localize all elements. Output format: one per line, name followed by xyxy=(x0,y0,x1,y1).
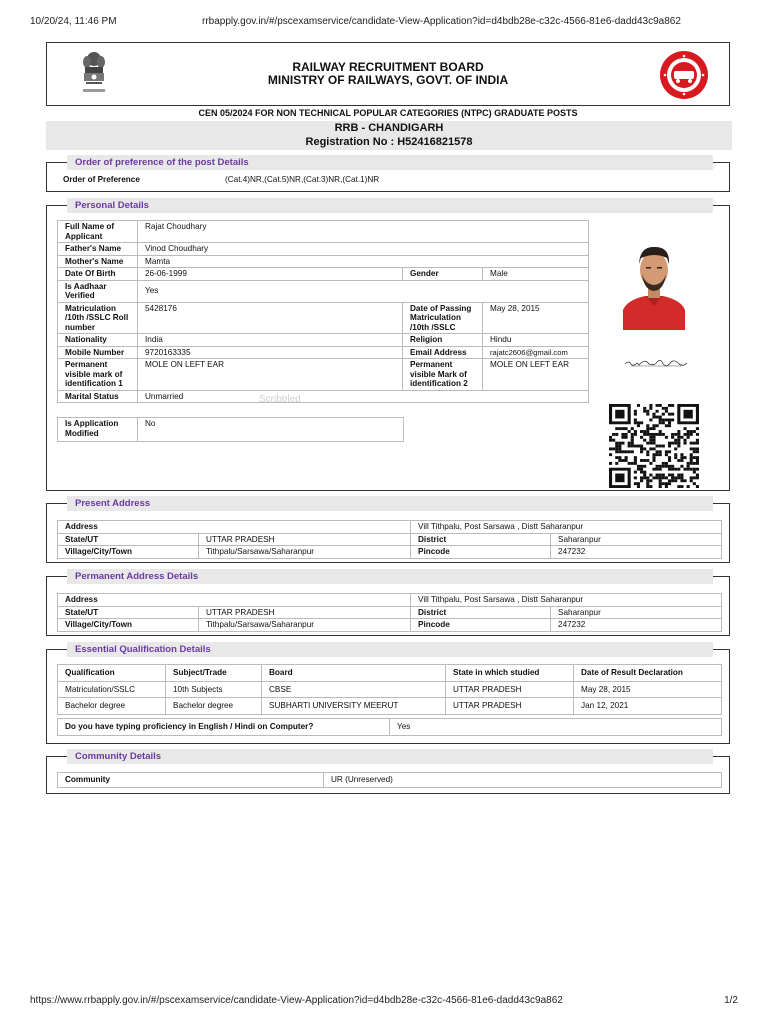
present-address-section xyxy=(46,498,730,563)
permanent-pincode: 247232 xyxy=(551,619,722,632)
table-row: Community UR (Unreserved) xyxy=(58,773,722,788)
permanent-village: Tithpalu/Sarsawa/Saharanpur xyxy=(199,619,411,632)
table-row: Matriculation /10th /SSLC Roll number 5428176 Date of Passing Matriculation /10th /SSLC May 28, 2015 xyxy=(58,302,589,334)
table-row: Address Vill Tithpalu, Post Sarsawa , Distt Saharanpur xyxy=(58,594,722,607)
matric-roll: 5428176 xyxy=(138,302,403,334)
table-row: Is Application Modified No xyxy=(58,418,404,442)
typing-proficiency-table xyxy=(57,718,722,736)
table-row: Mobile Number 9720163335 Email Address rajatc2606@gmail.com xyxy=(58,346,589,359)
gender: Male xyxy=(483,268,589,281)
permanent-address-section xyxy=(46,571,730,636)
order-preference-section xyxy=(46,157,730,192)
table-row: Full Name of Applicant Rajat Choudhary xyxy=(58,221,589,243)
order-preference-value: (Cat.4)NR,(Cat.5)NR,(Cat.3)NR,(Cat.1)NR xyxy=(225,175,380,184)
table-row: Is Aadhaar Verified Yes xyxy=(58,280,589,302)
org-title: RAILWAY RECRUITMENT BOARD xyxy=(292,60,484,74)
permanent-district: Saharanpur xyxy=(551,606,722,619)
candidate-photo xyxy=(615,238,693,330)
father-name: Vinod Choudhary xyxy=(138,243,589,256)
application-modified: No xyxy=(138,418,404,442)
table-row: Marital Status Unmarried xyxy=(58,390,589,403)
table-row: Village/City/Town Tithpalu/Sarsawa/Saharanpur Pincode 247232 xyxy=(58,619,722,632)
table-row: Nationality India Religion Hindu xyxy=(58,334,589,347)
registration-band xyxy=(46,121,732,150)
personal-details-table xyxy=(57,220,589,403)
table-row: Matriculation/SSLC 10th Subjects CBSE UTTAR PRADESH May 28, 2015 xyxy=(58,681,722,698)
present-state: UTTAR PRADESH xyxy=(199,533,411,546)
print-footer xyxy=(30,995,738,1007)
rrb-name: RRB - CHANDIGARH xyxy=(334,122,444,134)
table-header-row: Qualification Subject/Trade Board State in which studied Date of Result Declaration xyxy=(58,665,722,682)
candidate-signature xyxy=(621,354,691,372)
qr-code-icon xyxy=(609,404,699,488)
present-address: Vill Tithpalu, Post Sarsawa , Distt Saharanpur xyxy=(411,521,722,534)
table-row: Permanent visible mark of identification 1 MOLE ON LEFT EAR Permanent visible Mark of identification 2 MOLE ON LEFT EAR xyxy=(58,359,589,391)
matric-date: May 28, 2015 xyxy=(483,302,589,334)
section-heading: Present Address xyxy=(67,496,713,511)
table-row: State/UT UTTAR PRADESH District Saharanpur xyxy=(58,606,722,619)
table-row: Village/City/Town Tithpalu/Sarsawa/Saharanpur Pincode 247232 xyxy=(58,546,722,559)
permanent-address: Vill Tithpalu, Post Sarsawa , Distt Saharanpur xyxy=(411,594,722,607)
section-heading: Community Details xyxy=(67,749,713,764)
qualification-table xyxy=(57,664,722,715)
date-of-birth: 26-06-1999 xyxy=(138,268,403,281)
print-url: rrbapply.gov.in/#/pscexamservice/candidate-View-Application?id=d4bdb28e-c32c-4566-81e6-dadd43c9a862 xyxy=(202,16,681,27)
aadhaar-verified: Yes xyxy=(138,280,589,302)
mobile-number: 9720163335 xyxy=(138,346,403,359)
indian-railways-logo-icon xyxy=(659,50,709,100)
table-row: Mother's Name Mamta xyxy=(58,255,589,268)
ministry-title: MINISTRY OF RAILWAYS, GOVT. OF INDIA xyxy=(267,73,509,87)
table-row: Date Of Birth 26-06-1999 Gender Male xyxy=(58,268,589,281)
email-address: rajatc2606@gmail.com xyxy=(483,346,589,359)
section-heading: Personal Details xyxy=(67,198,713,213)
qualification-section xyxy=(46,644,730,744)
identification-mark-2: MOLE ON LEFT EAR xyxy=(483,359,589,391)
section-heading: Permanent Address Details xyxy=(67,569,713,584)
table-row: Father's Name Vinod Choudhary xyxy=(58,243,589,256)
permanent-address-table xyxy=(57,593,722,632)
watermark: Scribbled xyxy=(259,394,301,405)
community-section xyxy=(46,751,730,794)
full-name: Rajat Choudhary xyxy=(138,221,589,243)
marital-status: Unmarried xyxy=(138,390,589,403)
present-district: Saharanpur xyxy=(551,533,722,546)
print-header xyxy=(30,16,738,28)
present-pincode: 247232 xyxy=(551,546,722,559)
header-banner xyxy=(46,42,730,106)
page-number: 1/2 xyxy=(724,995,738,1006)
mother-name: Mamta xyxy=(138,255,589,268)
table-row: Do you have typing proficiency in English / Hindi on Computer? Yes xyxy=(58,719,722,736)
present-village: Tithpalu/Sarsawa/Saharanpur xyxy=(199,546,411,559)
registration-number: Registration No : H52416821578 xyxy=(305,136,473,148)
table-row: Address Vill Tithpalu, Post Sarsawa , Distt Saharanpur xyxy=(58,521,722,534)
typing-proficiency: Yes xyxy=(390,719,722,736)
community-table xyxy=(57,772,722,788)
application-modified-table xyxy=(57,417,404,442)
religion: Hindu xyxy=(483,334,589,347)
order-preference-label: Order of Preference xyxy=(63,175,140,184)
print-footer-url: https://www.rrbapply.gov.in/#/pscexamservice/candidate-View-Application?id=d4bdb28e-c32c-4566-81e6-dadd43c9a862 xyxy=(30,995,563,1006)
section-heading: Essential Qualification Details xyxy=(67,642,713,657)
print-datetime: 10/20/24, 11:46 PM xyxy=(30,16,117,27)
identification-mark-1: MOLE ON LEFT EAR xyxy=(138,359,403,391)
personal-details-section xyxy=(46,200,730,491)
cen-title: CEN 05/2024 FOR NON TECHNICAL POPULAR CATEGORIES (NTPC) GRADUATE POSTS xyxy=(198,108,578,118)
community-value: UR (Unreserved) xyxy=(324,773,722,788)
permanent-state: UTTAR PRADESH xyxy=(199,606,411,619)
table-row: State/UT UTTAR PRADESH District Saharanpur xyxy=(58,533,722,546)
table-row: Bachelor degree Bachelor degree SUBHARTI UNIVERSITY MEERUT UTTAR PRADESH Jan 12, 2021 xyxy=(58,698,722,715)
nationality: India xyxy=(138,334,403,347)
section-heading: Order of preference of the post Details xyxy=(67,155,713,170)
present-address-table xyxy=(57,520,722,559)
